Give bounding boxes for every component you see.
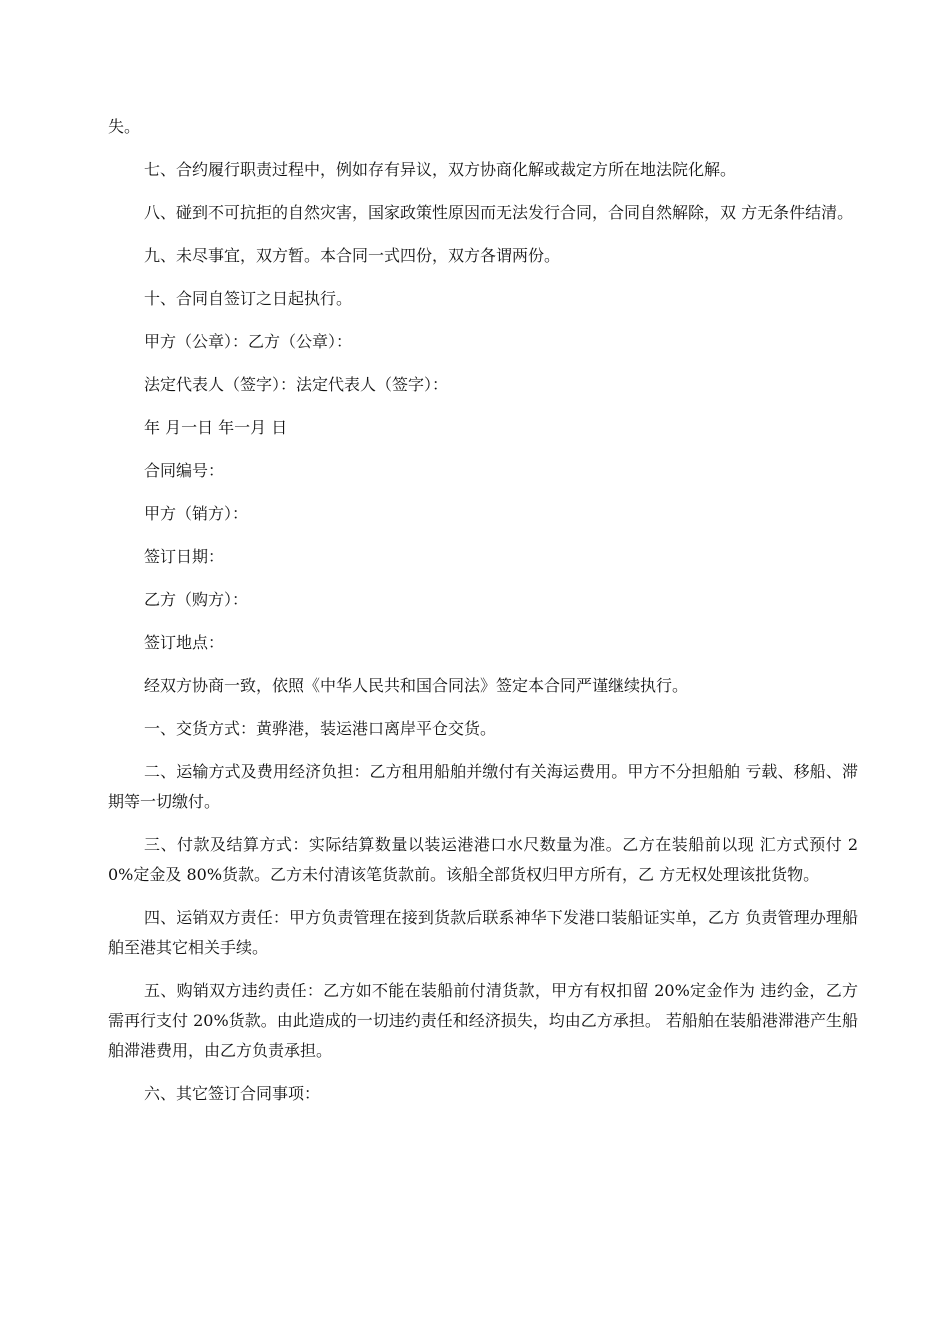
document-body <box>108 112 858 1122</box>
paragraph-signing-date: 签订日期： <box>144 547 225 566</box>
paragraph-clause-1: 一、交货方式：黄骅港，装运港口离岸平仓交货。 <box>144 719 497 738</box>
paragraph-clause-2: 二、运输方式及费用经济负担：乙方租用船舶并缴付有关海运费用。甲方不分担船舶 亏载、移船、滞期等一切缴付。 <box>108 762 858 811</box>
paragraph-party-a-seller: 甲方（销方）： <box>144 504 249 523</box>
paragraph-preamble: 经双方协商一致，依照《中华人民共和国合同法》签定本合同严谨继续执行。 <box>144 676 689 695</box>
paragraph-seal-line: 甲方（公章）：乙方（公章）： <box>144 332 353 351</box>
paragraph-signing-place: 签订地点： <box>144 633 225 652</box>
paragraph-clause-8: 八、碰到不可抗拒的自然灾害，国家政策性原因而无法发行合同，合同自然解除，双 方无条件结清。 <box>144 203 854 222</box>
paragraph-date-line: 年 月一日 年一月 日 <box>144 418 288 437</box>
paragraph-party-b-buyer: 乙方（购方）： <box>144 590 249 609</box>
paragraph-clause-9: 九、未尽事宜，双方暂。本合同一式四份，双方各谓两份。 <box>144 246 561 265</box>
paragraph-clause-7: 七、合约履行职责过程中，例如存有异议，双方协商化解或裁定方所在地法院化解。 <box>144 160 737 179</box>
paragraph-clause-5: 五、购销双方违约责任：乙方如不能在装船前付清货款，甲方有权扣留 20%定金作为 违约金，乙方需再行支付 20%货款。由此造成的一切违约责任和经济损失，均由乙方承担。 若船舶在装船港滞港产生船舶滞港费用，由乙方负责承担。 <box>108 981 858 1060</box>
paragraph-clause-3: 三、付款及结算方式：实际结算数量以装运港港口水尺数量为准。乙方在装船前以现 汇方式预付 20%定金及 80%货款。乙方未付清该笔货款前。该船全部货权归甲方所有，乙 方无权处理该批货物。 <box>108 835 858 884</box>
paragraph-clause-4: 四、运销双方责任：甲方负责管理在接到货款后联系神华下发港口装船证实单，乙方 负责管理办理船舶至港其它相关手续。 <box>108 908 858 957</box>
paragraph-clause-6: 六、其它签订合同事项： <box>144 1084 321 1103</box>
paragraph-signature-line: 法定代表人（签字）：法定代表人（签字）： <box>144 375 449 394</box>
paragraph-clause-10: 十、合同自签订之日起执行。 <box>144 289 353 308</box>
paragraph-continuation: 失。 <box>108 117 141 136</box>
paragraph-contract-number: 合同编号： <box>144 461 225 480</box>
